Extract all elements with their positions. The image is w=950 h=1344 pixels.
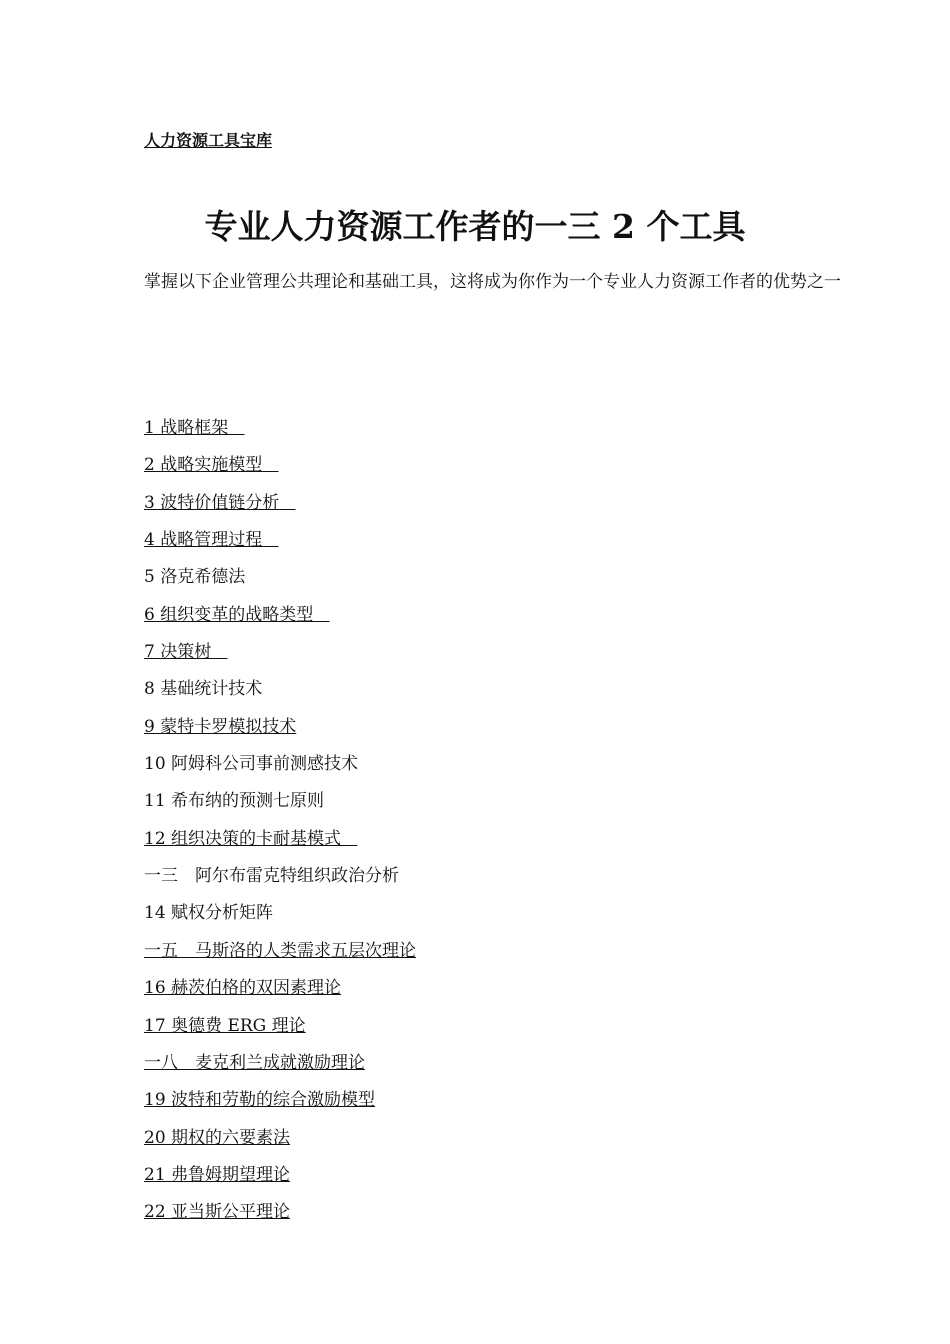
tool-label: 4 战略管理过程 bbox=[144, 530, 263, 551]
page-title: 专业人力资源工作者的一三 2 个工具 bbox=[204, 207, 746, 246]
tool-label: 14 赋权分析矩阵 bbox=[144, 903, 274, 924]
tool-label: 20 期权的六要素法 bbox=[144, 1127, 291, 1148]
tool-list-item[interactable] bbox=[144, 1008, 416, 1045]
tool-list-item[interactable] bbox=[144, 597, 416, 634]
tool-list-item[interactable] bbox=[144, 970, 416, 1007]
tool-list-item bbox=[144, 895, 416, 932]
tool-label: 11 希布纳的预测七原则 bbox=[144, 791, 325, 812]
tool-list-item bbox=[144, 746, 416, 783]
intro-paragraph: 掌握以下企业管理公共理论和基础工具，这将成为你作为一个专业人力资源工作者的优势之一 bbox=[144, 272, 841, 292]
tool-label: 19 波特和劳勒的综合激励模型 bbox=[144, 1090, 376, 1111]
tool-label: 12 组织决策的卡耐基模式 bbox=[144, 828, 342, 849]
tool-label: 9 蒙特卡罗模拟技术 bbox=[144, 716, 297, 737]
tool-list-item bbox=[144, 783, 416, 820]
tool-list-item[interactable] bbox=[144, 634, 416, 671]
tool-label: 一八 麦克利兰成就激励理论 bbox=[144, 1052, 365, 1073]
tool-list-item bbox=[144, 559, 416, 596]
tool-list-item[interactable] bbox=[144, 1045, 416, 1082]
tool-list-item[interactable] bbox=[144, 410, 416, 447]
tool-label: 17 奥德费 ERG 理论 bbox=[144, 1015, 306, 1036]
tool-label: 6 组织变革的战略类型 bbox=[144, 604, 314, 625]
header-link[interactable]: 人力资源工具宝库 bbox=[144, 131, 273, 150]
tool-list-item[interactable] bbox=[144, 1082, 416, 1119]
tool-label: 16 赫茨伯格的双因素理论 bbox=[144, 978, 342, 999]
tool-list-item[interactable] bbox=[144, 447, 416, 484]
tool-label: 一五 马斯洛的人类需求五层次理论 bbox=[144, 940, 416, 961]
tool-label: 8 基础统计技术 bbox=[144, 679, 263, 700]
tool-label: 21 弗鲁姆期望理论 bbox=[144, 1164, 291, 1185]
tool-label: 2 战略实施模型 bbox=[144, 455, 263, 476]
tool-label: 10 阿姆科公司事前测感技术 bbox=[144, 754, 359, 775]
tool-list-item[interactable] bbox=[144, 1157, 416, 1194]
tool-list-item[interactable] bbox=[144, 933, 416, 970]
tool-list-item[interactable] bbox=[144, 1194, 416, 1231]
tool-list-item bbox=[144, 858, 416, 895]
tool-list bbox=[144, 410, 416, 1232]
tool-list-item bbox=[144, 671, 416, 708]
tool-list-item[interactable] bbox=[144, 1120, 416, 1157]
tool-list-item[interactable] bbox=[144, 709, 416, 746]
tool-list-item[interactable] bbox=[144, 821, 416, 858]
tool-label: 1 战略框架 bbox=[144, 418, 229, 438]
tool-label: 5 洛克希德法 bbox=[144, 567, 246, 588]
tool-label: 22 亚当斯公平理论 bbox=[144, 1202, 291, 1223]
tool-label: 3 波特价值链分析 bbox=[144, 492, 280, 513]
tool-list-item[interactable] bbox=[144, 485, 416, 522]
tool-list-item[interactable] bbox=[144, 522, 416, 559]
tool-label: 7 决策树 bbox=[144, 642, 212, 663]
tool-label: 一三 阿尔布雷克特组织政治分析 bbox=[144, 866, 399, 887]
